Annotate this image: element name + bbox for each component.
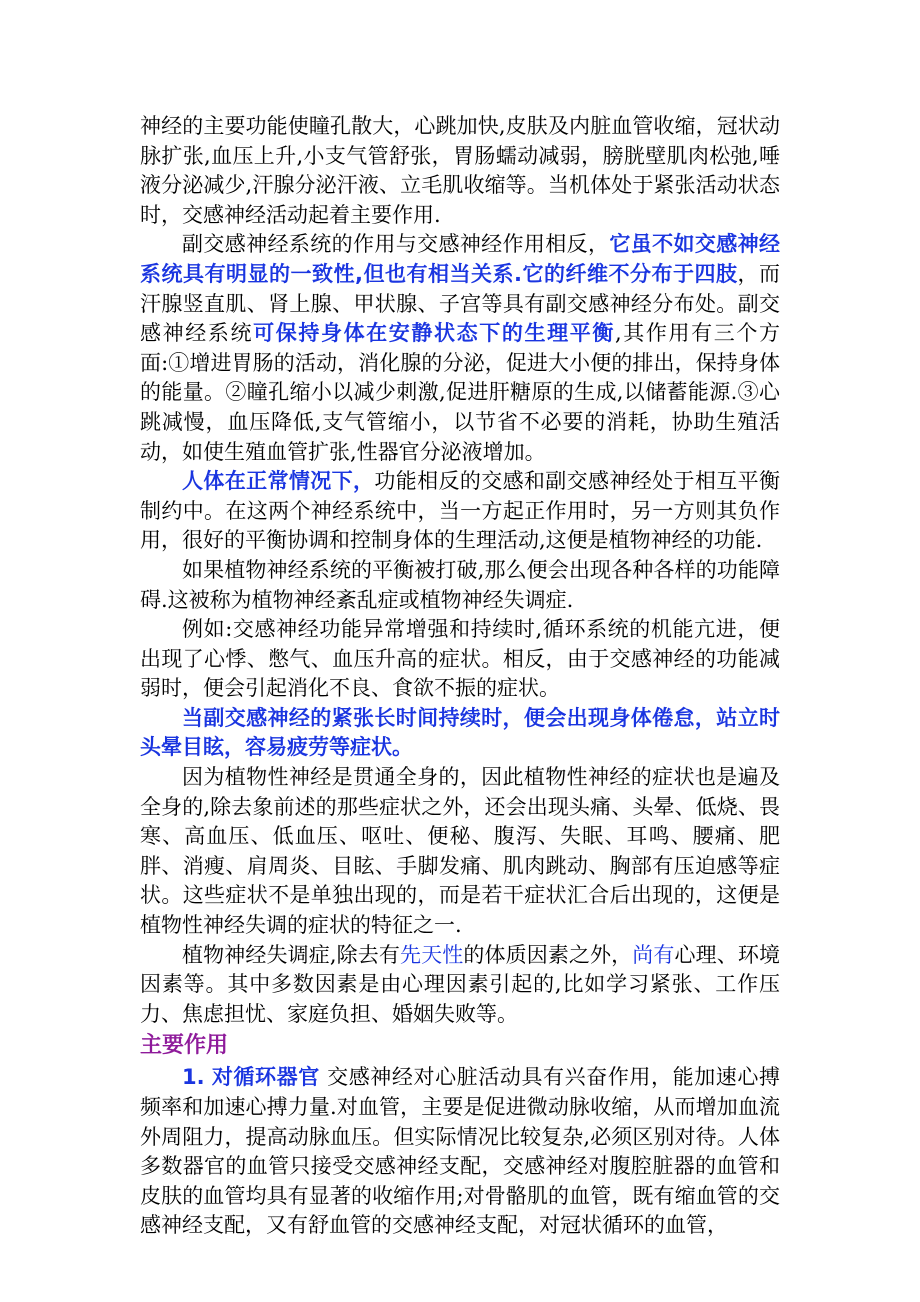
paragraph-circulatory: [140, 1063, 780, 1241]
paragraph-text: 心理、环境因素等。其中多数因素是由心理因素引起的,比如学习紧张、工作压力、焦虑担忧、家庭负担、婚姻失败等。: [140, 942, 781, 1026]
paragraph-text: ,其作用有三个方面:①增进胃肠的活动，消化腺的分泌，促进大小便的排出，保持身体的能量。②瞳孔缩小以减少刺激,促进肝糖原的生成,以储蓄能源.③心跳减慢，血压降低,支气管缩小，以节省不必要的消耗，协助生殖活动，如使生殖血管扩张,性器官分泌液增加。: [140, 321, 781, 464]
highlight-text: 尚有: [632, 942, 675, 967]
paragraph-text: 因为植物性神经是贯通全身的，因此植物性神经的症状也是遍及全身的,除去象前述的那些症状之外，还会出现头痛、头晕、低烧、畏寒、高血压、低血压、呕吐、便秘、腹泻、失眠、耳鸣、腰痛、肥胖、消瘦、肩周炎、目眩、手脚发痛、肌肉跳动、胸部有压迫感等症状。这些症状不是单独出现的，而是若干症状汇合后出现的，这便是植物性神经失调的症状的特征之一.: [140, 765, 780, 938]
paragraph-balance: [140, 467, 780, 556]
highlight-text: 先天性: [399, 942, 464, 967]
paragraph-symptoms: [140, 763, 780, 941]
paragraph-text: 功能相反的交感和副交感神经处于相互平衡制约中。在这两个神经系统中，当一方起正作用时，另一方则其负作用，很好的平衡协调和控制身体的生理活动,这便是植物神经的功能.: [140, 469, 781, 553]
paragraph-text: 如果植物神经系统的平衡被打破,那么便会出现各种各样的功能障碍.这被称为植物神经紊乱症或植物神经失调症.: [140, 557, 780, 612]
paragraph-causes: [140, 941, 780, 1030]
highlight-text: 可保持身体在安静状态下的生理平衡: [253, 321, 615, 346]
paragraph-sympathetic-functions: [140, 112, 780, 230]
paragraph-text: ，而汗腺竖直肌、肾上腺、甲状腺、子宫等具有副交感神经分布处。副交感神经系统: [140, 261, 781, 346]
highlight-text: 它虽不如交感神经系统具有明显的一致性,但也有相当关系.它的纤维不分布于四肢: [140, 232, 780, 286]
paragraph-text: 副交感神经系统的作用与交感神经作用相反，: [182, 232, 610, 257]
subsection-number: 1.: [182, 1065, 205, 1090]
highlight-text: 当副交感神经的紧张长时间持续时，便会出现身体倦怠，站立时头晕目眩，容易疲劳等症状。: [140, 705, 780, 760]
highlight-text: 人体在正常情况下，: [182, 469, 375, 494]
paragraph-text: 植物神经失调症,除去有: [182, 942, 400, 967]
paragraph-parasympathetic-tension: [140, 704, 780, 763]
subsection-title: 对循环器官: [211, 1065, 320, 1090]
section-heading: 主要作用: [140, 1033, 229, 1059]
paragraph-disorder: [140, 556, 780, 615]
paragraph-text: 例如:交感神经功能异常增强和持续时,循环系统的机能亢进，便出现了心悸、憋气、血压升高的症状。相反，由于交感神经的功能减弱时，便会引起消化不良、食欲不振的症状。: [140, 617, 780, 701]
paragraph-text: 交感神经对心脏活动具有兴奋作用，能加速心搏频率和加速心搏力量.对血管，主要是促进微动脉收缩，从而增加血流外周阻力，提高动脉血压。但实际情况比较复杂,必须区别对待。人体多数器官的血管只接受交感神经支配，交感神经对腹腔脏器的血管和皮肤的血管均具有显著的收缩作用;对骨骼肌的血管，既有缩血管的交感神经支配，又有舒血管的交感神经支配，对冠状循环的血管，: [140, 1065, 780, 1238]
paragraph-example: [140, 615, 780, 704]
paragraph-text: 神经的主要功能使瞳孔散大，心跳加快,皮肤及内脏血管收缩，冠状动脉扩张,血压上升,小支气管舒张，胃肠蠕动减弱，膀胱壁肌肉松弛,唾液分泌减少,汗腺分泌汗液、立毛肌收缩等。当机体处于紧张活动状态时，交感神经活动起着主要作用.: [140, 114, 780, 227]
paragraph-parasympathetic: [140, 230, 780, 467]
paragraph-text: 的体质因素之外，: [463, 942, 633, 967]
